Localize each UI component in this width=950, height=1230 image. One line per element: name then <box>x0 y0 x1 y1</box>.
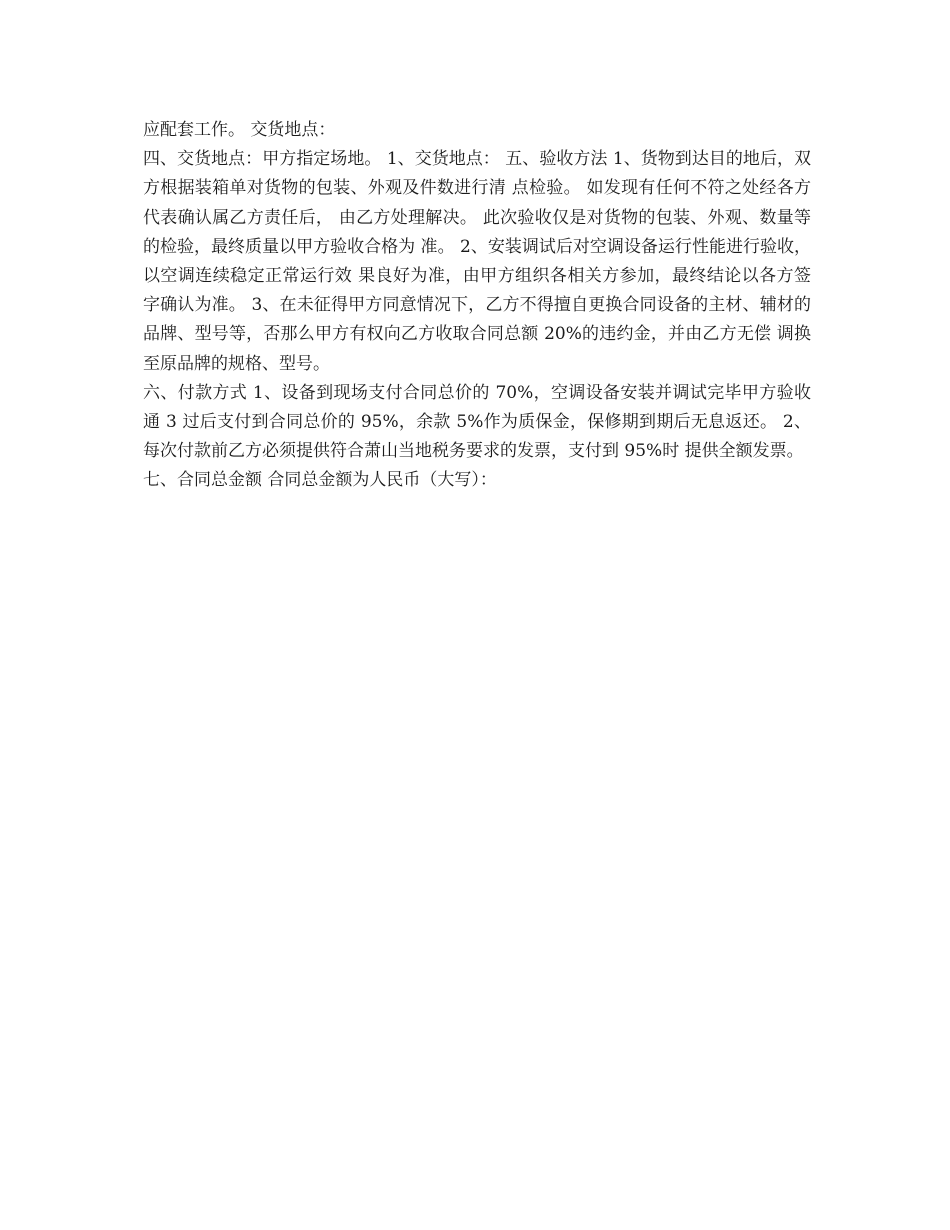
paragraph-section-7: 七、合同总金额 合同总金额为人民币（大写）： <box>143 470 497 491</box>
document-body <box>143 116 811 496</box>
paragraph-section-6: 六、付款方式 1、设备到现场支付合同总价的 70%，空调设备安装并调试完毕甲方验收通 3 过后支付到合同总价的 95%，余款 5%作为质保金，保修期到期后无息返还。 2、每次付款前乙方必须提供符合萧山当地税务要求的发票，支付到 95%时 提供全额发票。 <box>143 382 811 462</box>
paragraph-section-4-5: 四、交货地点：甲方指定场地。 1、交货地点： 五、验收方法 1、货物到达目的地后，双方根据装箱单对货物的包装、外观及件数进行清 点检验。 如发现有任何不符之处经各方代表确认属乙方责任后， 由乙方处理解决。 此次验收仅是对货物的包装、外观、数量等的检验，最终质量以甲方验收合格为 准。 2、安装调试后对空调设备运行性能进行验收，以空调连续稳定正常运行效 果良好为准，由甲方组织各相关方参加，最终结论以各方签字确认为准。 3、在未征得甲方同意情况下，乙方不得擅自更换合同设备的主材、辅材的 品牌、型号等，否那么甲方有权向乙方收取合同总额 20%的违约金，并由乙方无偿 调换至原品牌的规格、型号。 <box>143 149 811 374</box>
paragraph-continuation: 应配套工作。 交货地点： <box>143 120 336 140</box>
